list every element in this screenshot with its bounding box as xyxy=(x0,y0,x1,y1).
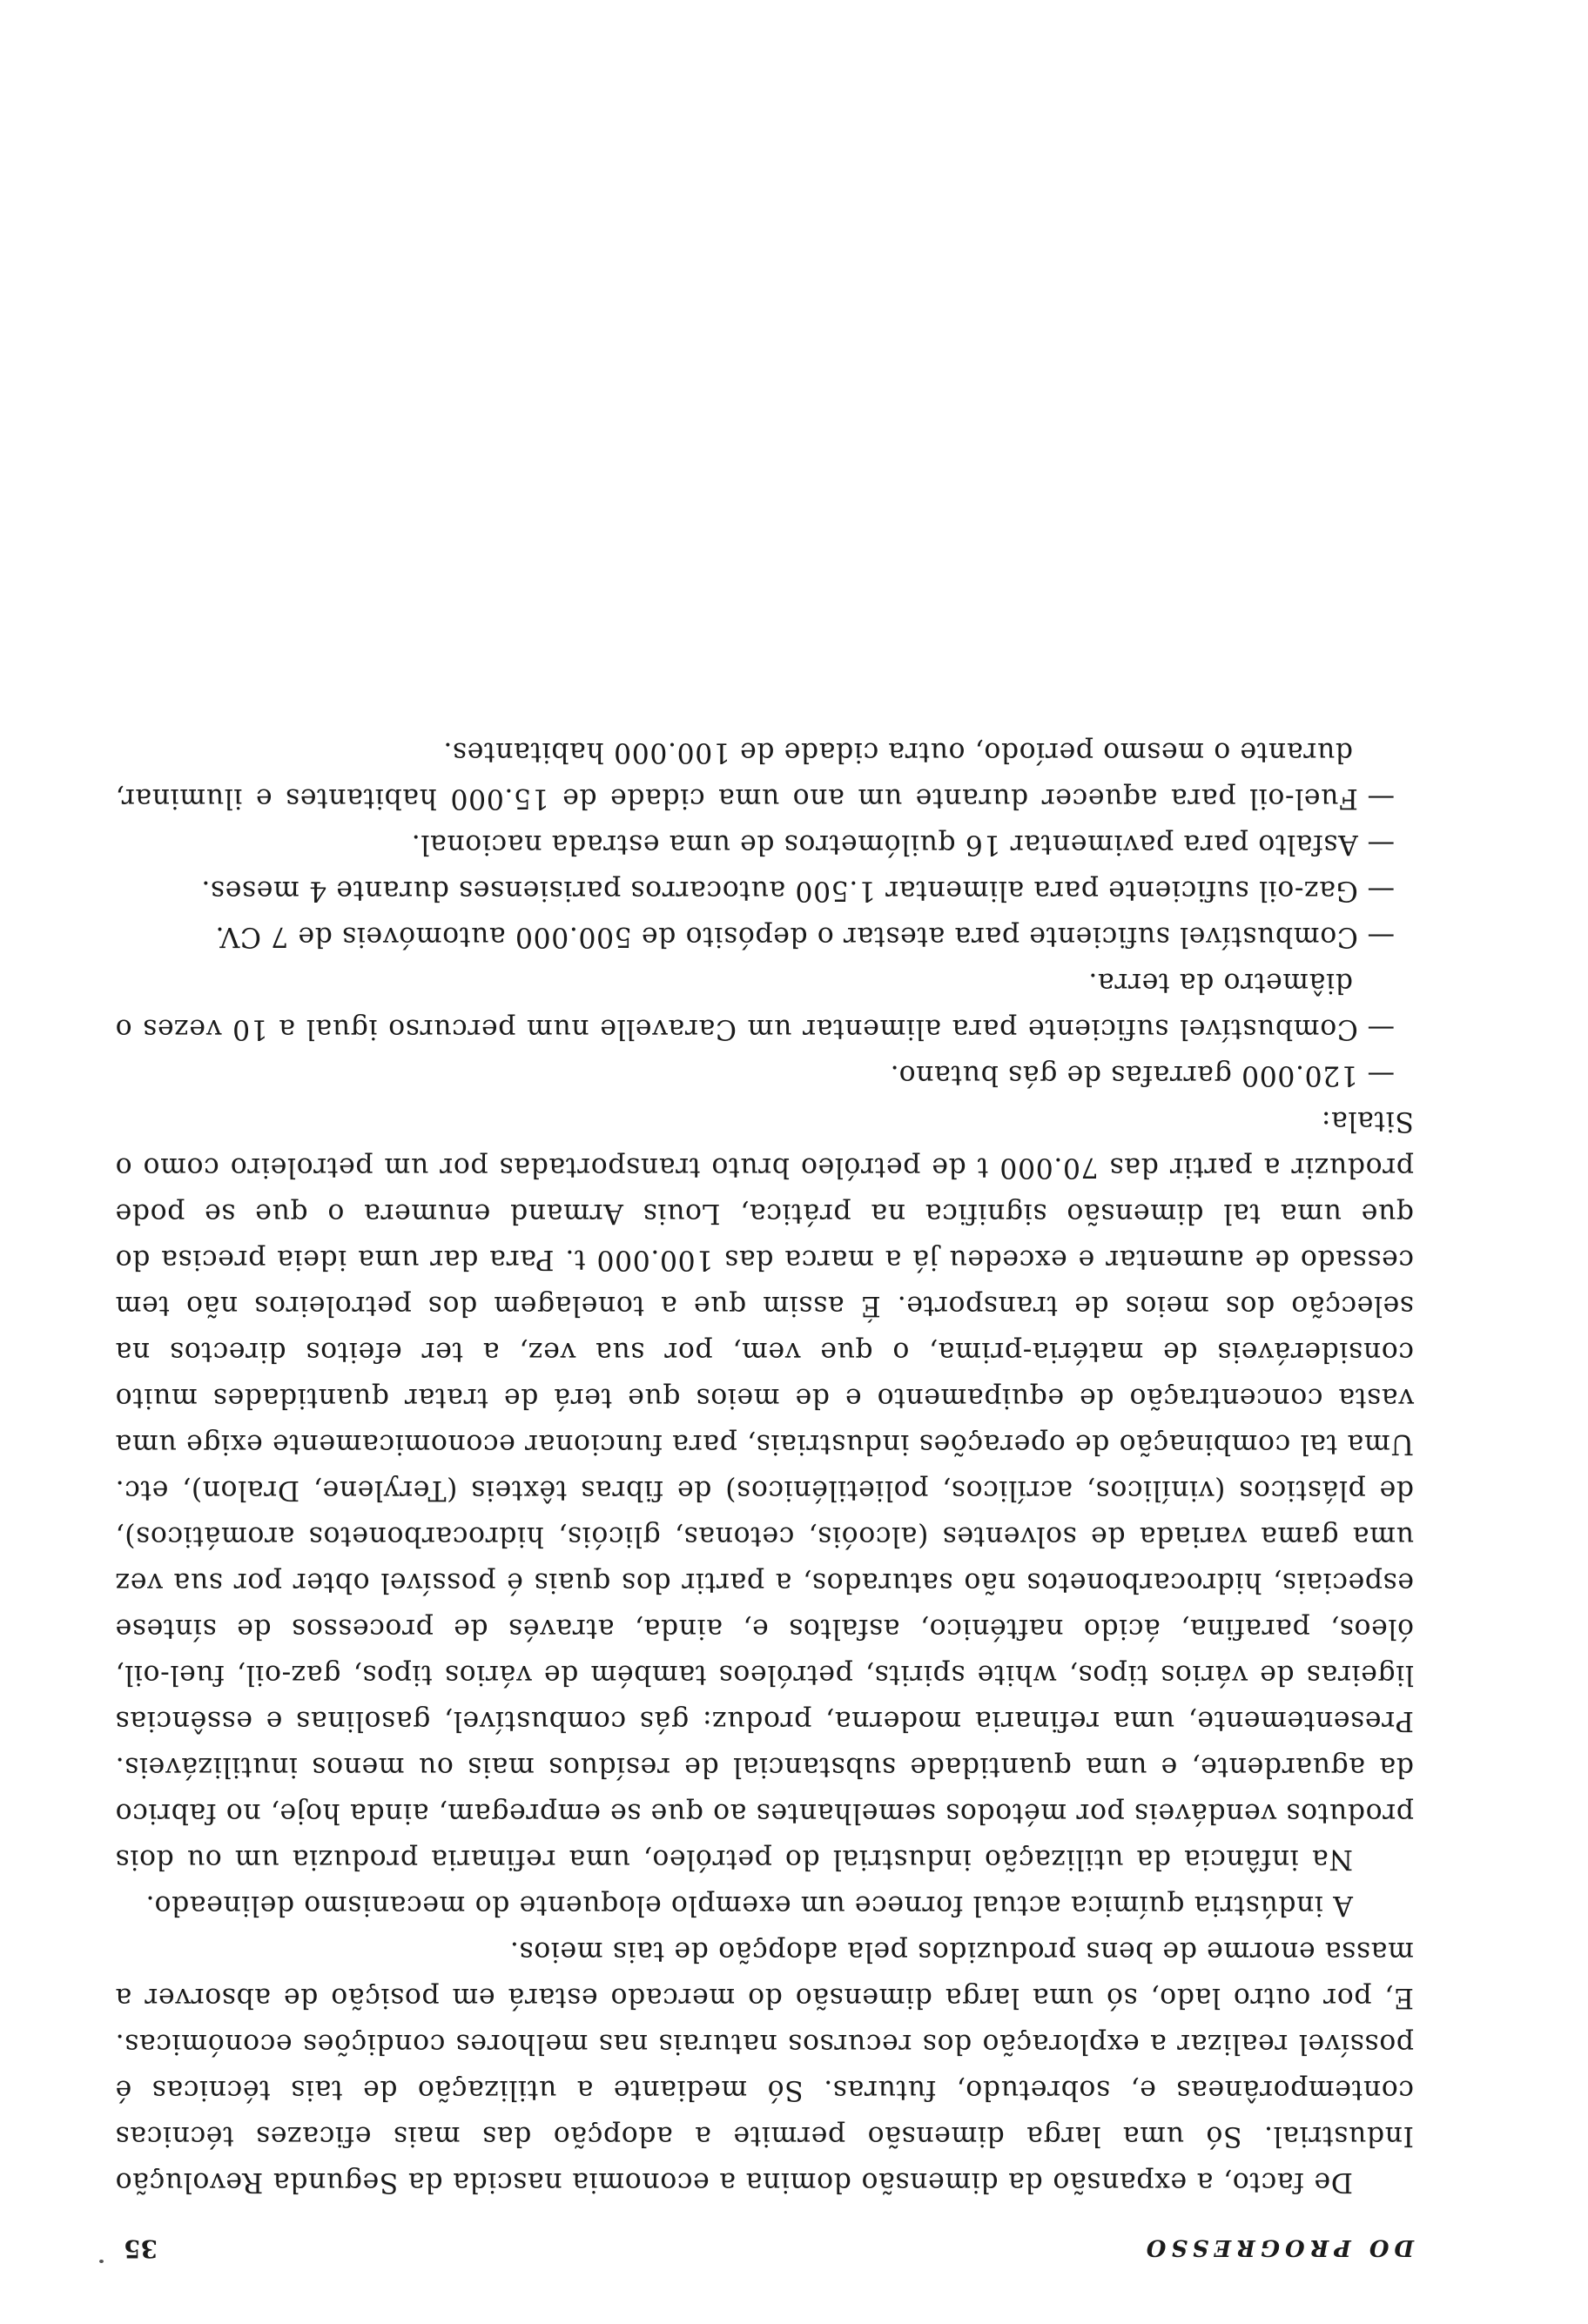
body-text xyxy=(115,729,1414,2205)
list-item: —Fuel-oil para aquecer durante um ano uma cidade de 15.000 habitantes e iluminar, durante o mesmo período, outra cidade de 100.000 habitantes. xyxy=(115,736,1395,814)
list-item: —Asfalto para pavimentar 16 quilómetros de uma estrada nacional. xyxy=(411,829,1395,860)
running-head: DO PROGRESSO xyxy=(1141,2234,1414,2260)
list-item: —Combustível suficiente para alimentar um Caravelle num percurso igual a 10 vezes o diâmetro da terra. xyxy=(115,967,1395,1044)
paragraph-refinery: Na infância da utilização industrial do petróleo, uma refinaria produzia um ou dois produtos vendáveis por métodos semelhantes ao que se empregam, ainda hoje, no fabrico da aguardente, e uma quantidade substancial de resíduos mais ou menos inutilizáveis. Presentemente, uma refinaria moderna, produz: gás combustível, gasolinas e essências ligeiras de vários tipos, white spirits, petróleos também de vários tipos, gaz-oil, fuel-oil, óleos, parafina, ácido nafténico, asfaltos e, ainda, através de processos de síntese especiais, hidrocarbonetos não saturados, a partir dos quais é possível obter por sua vez uma gama variada de solventes (alcoóis, cetonas, glicóis, hidrocarbonetos aromáticos), de plásticos (vinílicos, acrílicos, polietilénicos) de fibras têxteis (Terylene, Dralon), etc. Uma tal combinação de operações industriais, para funcionar economicamente exige uma vasta concentração de equipamento e de meios que terá de tratar quantidades muito consideráveis de matéria-prima, o que vem, por sua vez, a ter efeitos directos na selecção dos meios de transporte. É assim que a tonelagem dos petroleiros não tem cessado de aumentar e excedeu já a marca das 100.000 t. Para dar uma ideia precisa do que uma tal dimensão significa na prática, Louis Armand enumera o que se pode produzir a partir das 70.000 t de petróleo bruto transportadas por um petroleiro como o Sitala: xyxy=(115,1105,1414,1875)
paragraph-dimension: De facto, a expansão da dimensão domina a economia nascida da Segunda Revolução Industrial. Só uma larga dimensão permite a adopção das mais eficazes técnicas contemporâneas e, sobretudo, futuras. Só mediante a utilização de tais técnicas é possível realizar a exploração dos recursos naturais nas melhores condições económicas. E, por outro lado, só uma larga dimensão do mercado estará em posição de absorver a massa enorme de bens produzidos pela adopção de tais meios. xyxy=(115,1936,1414,2198)
list-item: —120.000 garrafas de gás butano. xyxy=(890,1059,1395,1091)
list-item: —Combustível suficiente para atestar o depósito de 500.000 automóveis de 7 CV. xyxy=(214,921,1395,952)
print-speck xyxy=(99,2260,104,2263)
page-number: 35 xyxy=(124,2234,158,2263)
list-item: —Gaz-oil suficiente para alimentar 1.500 autocarros parisienses durante 4 meses. xyxy=(200,875,1395,906)
page-header xyxy=(115,2234,1414,2263)
production-list xyxy=(115,729,1414,1098)
paragraph-chemical-industry: A indústria química actual fornece um exemplo eloquente do mecanismo delineado. xyxy=(145,1890,1353,1921)
